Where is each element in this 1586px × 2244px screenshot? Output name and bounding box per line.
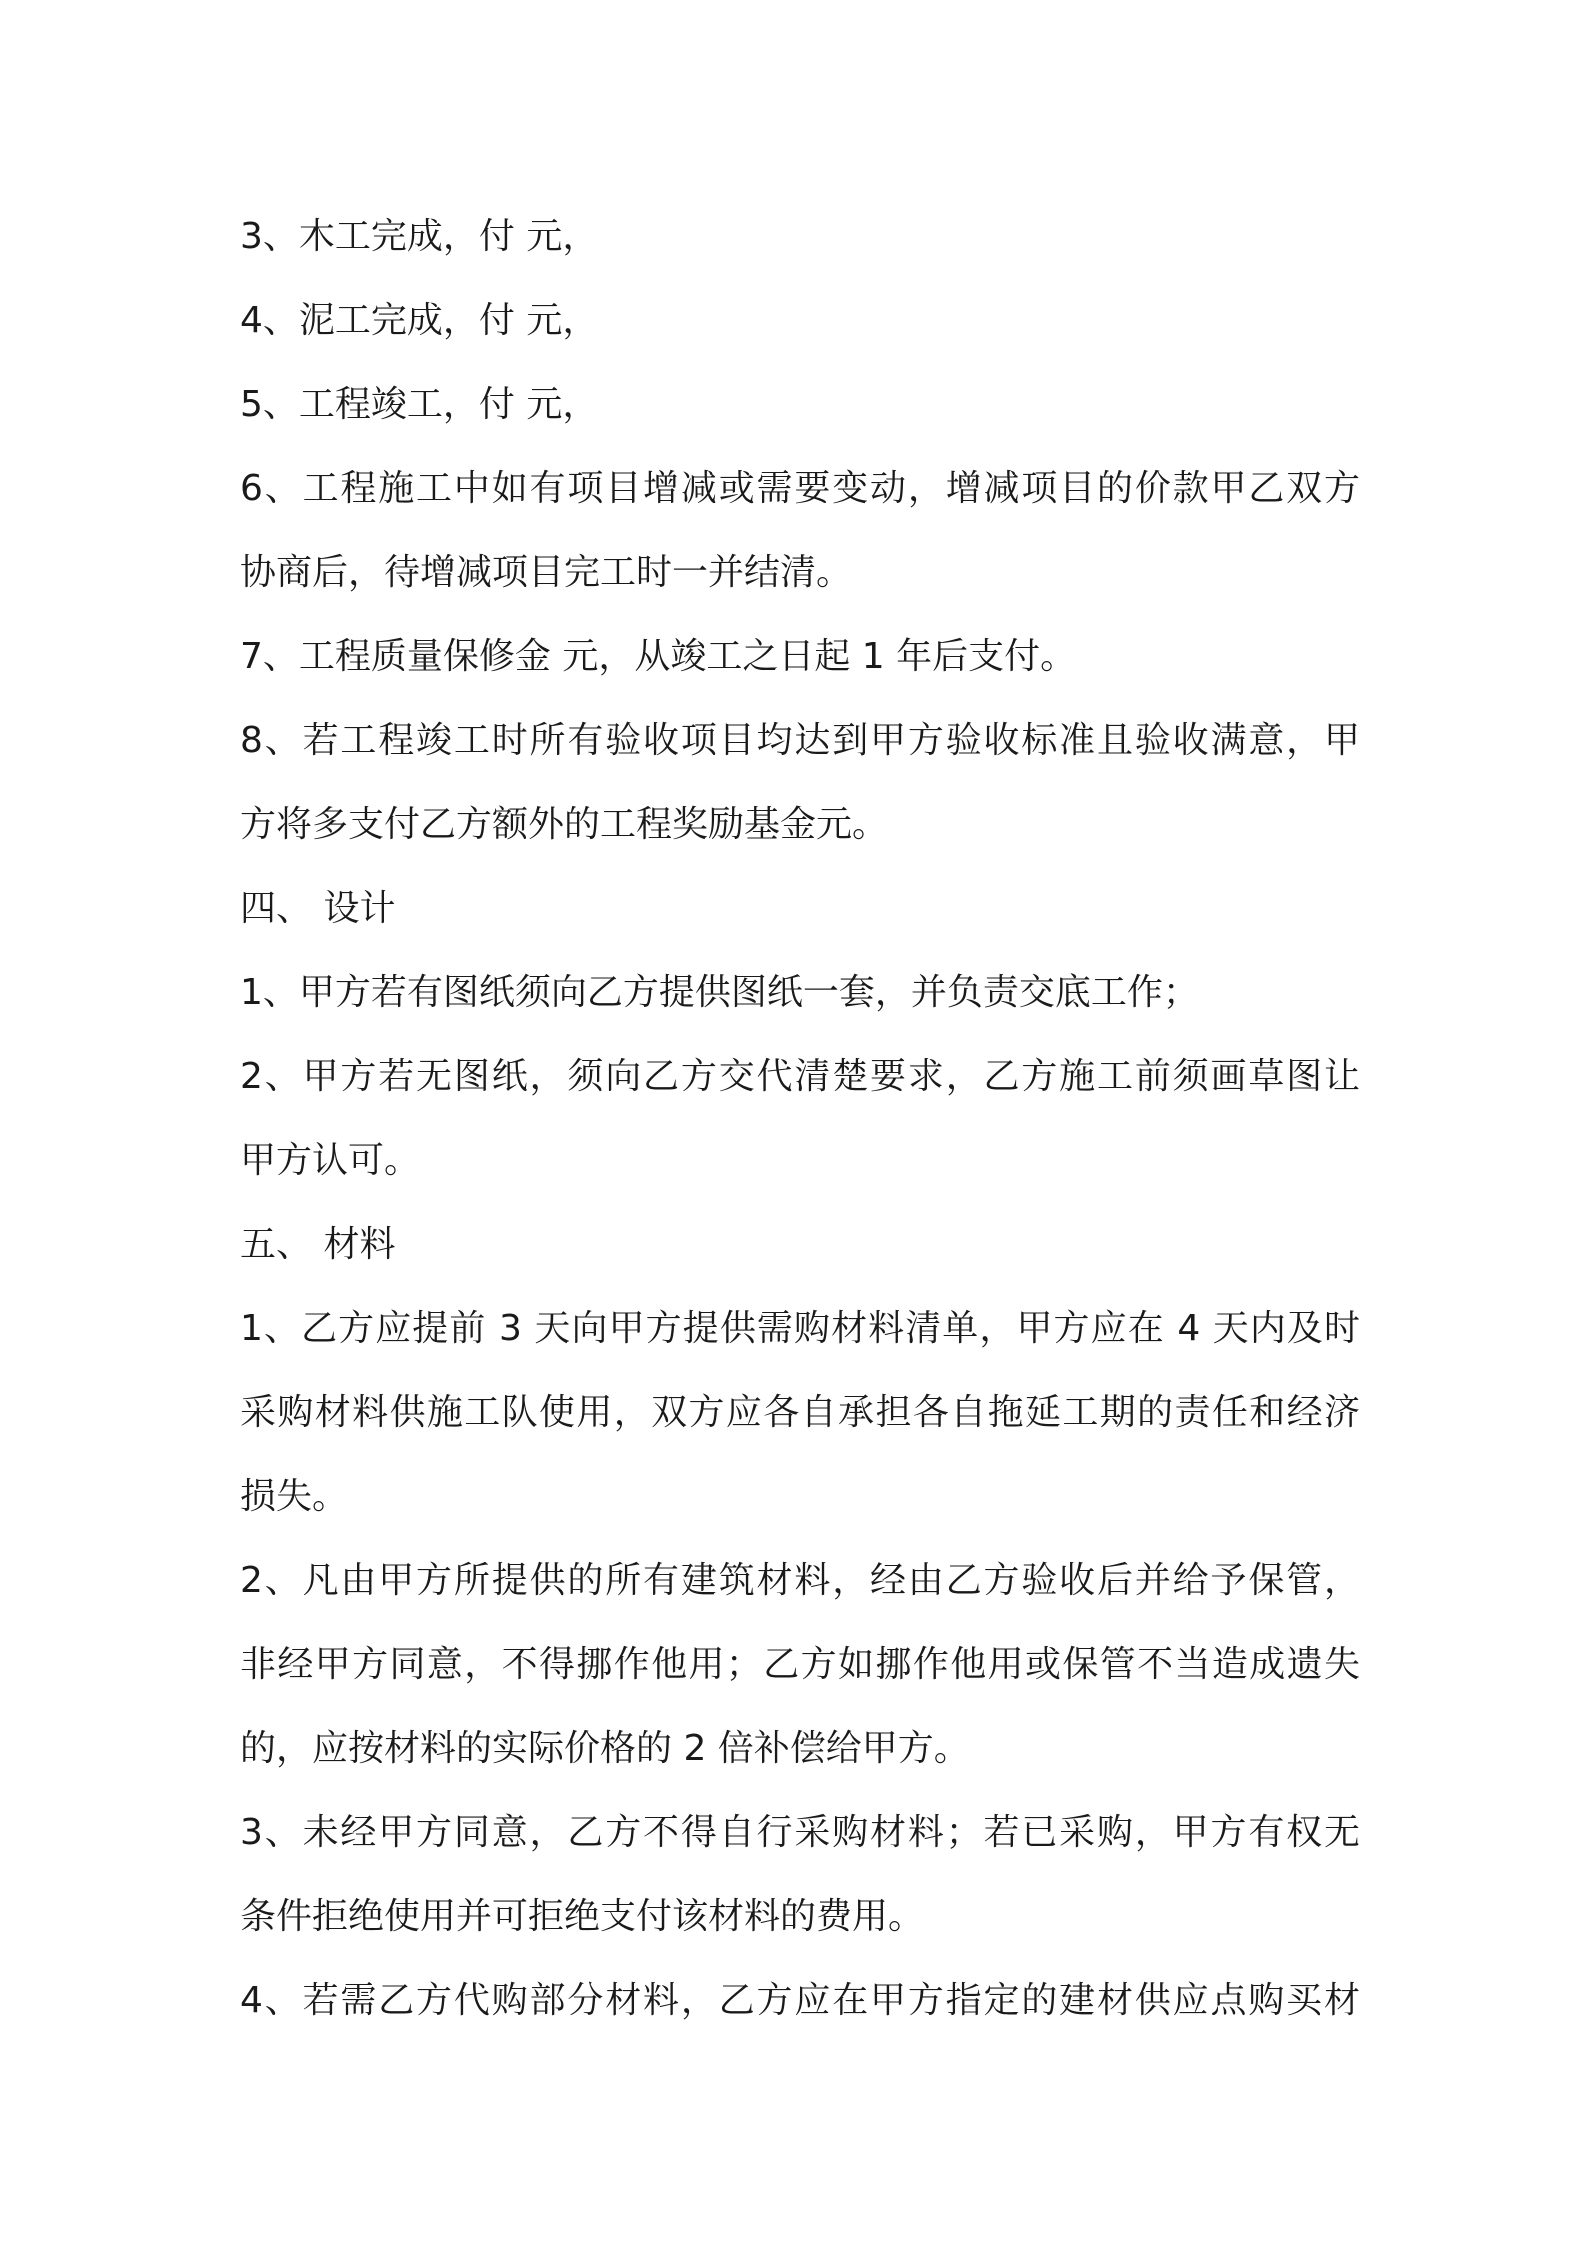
text-line: 3、未经甲方同意，乙方不得自行采购材料；若已采购，甲方有权无	[240, 1812, 1360, 1853]
text-line: 7、工程质量保修金 元，从竣工之日起 1 年后支付。	[240, 636, 1077, 677]
text-line: 3、木工完成，付 元，	[240, 216, 599, 257]
text-line: 损失。	[240, 1476, 349, 1517]
text-line: 4、泥工完成，付 元，	[240, 300, 599, 341]
text-line: 2、甲方若无图纸，须向乙方交代清楚要求，乙方施工前须画草图让	[240, 1056, 1360, 1097]
text-line: 方将多支付乙方额外的工程奖励基金元。	[240, 804, 889, 845]
text-line: 采购材料供施工队使用，双方应各自承担各自拖延工期的责任和经济	[240, 1392, 1360, 1433]
section-heading: 四、 设计	[240, 888, 396, 929]
text-line: 协商后，待增减项目完工时一并结清。	[240, 552, 853, 593]
text-line: 1、乙方应提前 3 天向甲方提供需购材料清单，甲方应在 4 天内及时	[240, 1308, 1360, 1349]
text-line: 2、凡由甲方所提供的所有建筑材料，经由乙方验收后并给予保管，	[240, 1560, 1360, 1601]
text-line: 1、甲方若有图纸须向乙方提供图纸一套，并负责交底工作；	[240, 972, 1199, 1013]
text-line: 8、若工程竣工时所有验收项目均达到甲方验收标准且验收满意，甲	[240, 720, 1360, 761]
text-line: 6、工程施工中如有项目增减或需要变动，增减项目的价款甲乙双方	[240, 468, 1360, 509]
text-line: 甲方认可。	[240, 1140, 421, 1181]
text-line: 的，应按材料的实际价格的 2 倍补偿给甲方。	[240, 1728, 970, 1769]
text-line: 非经甲方同意，不得挪作他用；乙方如挪作他用或保管不当造成遗失	[240, 1644, 1360, 1685]
document-body	[240, 195, 1360, 2043]
text-line: 5、工程竣工，付 元，	[240, 384, 599, 425]
text-line: 4、若需乙方代购部分材料，乙方应在甲方指定的建材供应点购买材	[240, 1980, 1360, 2021]
section-heading: 五、 材料	[240, 1224, 396, 1265]
text-line: 条件拒绝使用并可拒绝支付该材料的费用。	[240, 1896, 925, 1937]
